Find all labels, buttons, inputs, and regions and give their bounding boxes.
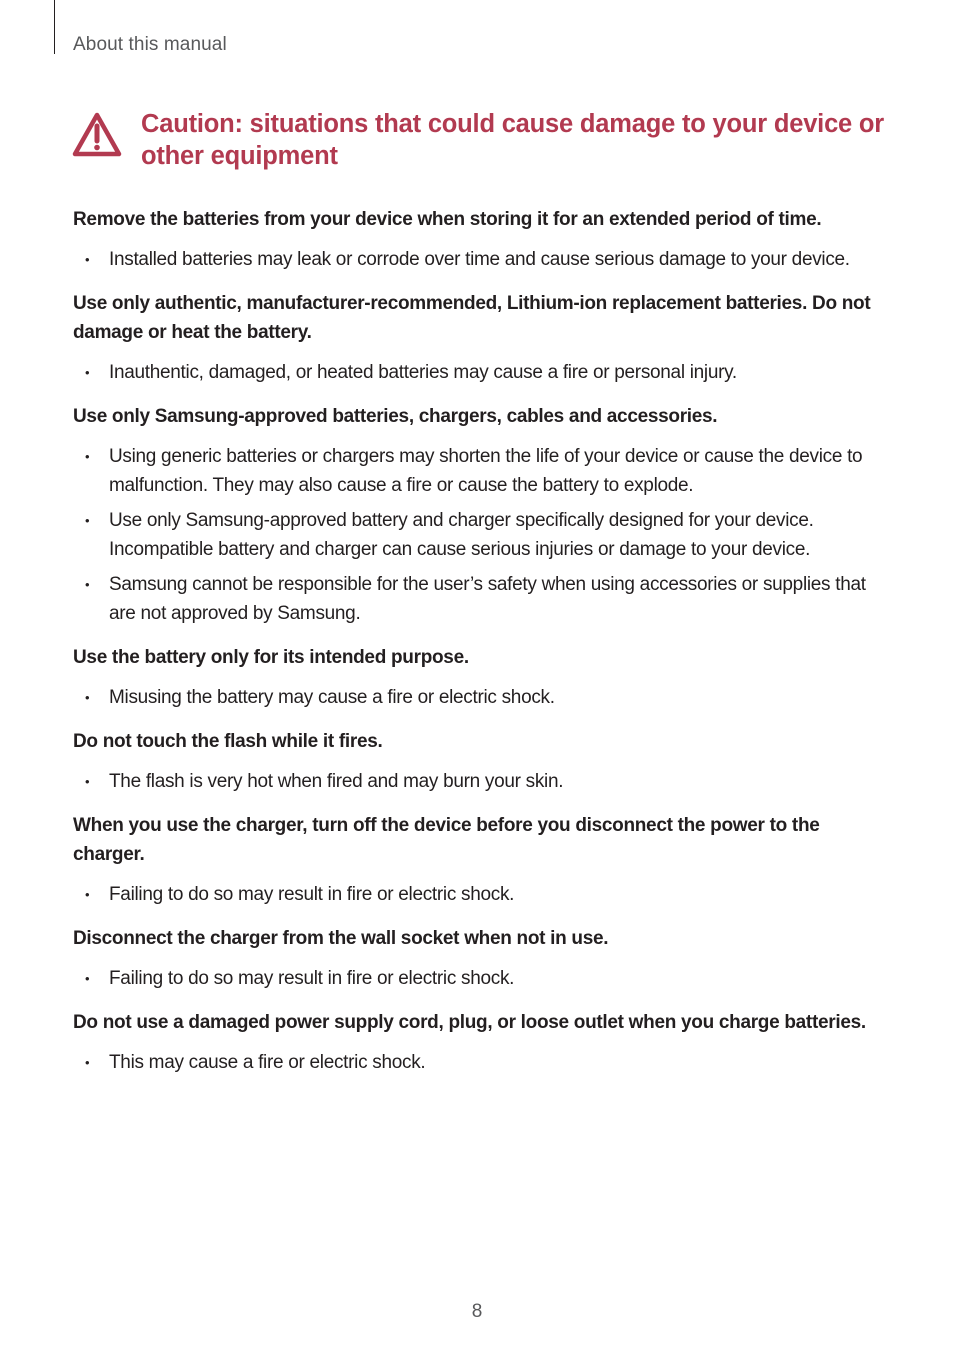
list-item	[73, 245, 873, 274]
bullet-text: This may cause a fire or electric shock.	[109, 1052, 426, 1073]
bullet-text: Inauthentic, damaged, or heated batteries may cause a fire or personal injury.	[109, 362, 737, 383]
bullet-icon: •	[85, 1055, 90, 1070]
section-heading: Remove the batteries from your device when storing it for an extended period of time.	[73, 209, 822, 230]
section-heading: Do not use a damaged power supply cord, plug, or loose outlet when you charge batteries.	[73, 1012, 866, 1033]
bullet-icon: •	[85, 577, 90, 592]
section-authentic-batteries	[73, 289, 873, 387]
bullet-icon: •	[85, 887, 90, 902]
bullet-text: Failing to do so may result in fire or electric shock.	[109, 968, 515, 989]
section-flash	[73, 727, 873, 796]
list-item	[73, 506, 873, 564]
warning-triangle-icon	[72, 112, 122, 158]
safety-content	[73, 205, 873, 1092]
list-item	[73, 683, 873, 712]
bullet-text: The flash is very hot when fired and may burn your skin.	[109, 771, 564, 792]
bullet-list	[73, 442, 873, 628]
bullet-text: Failing to do so may result in fire or electric shock.	[109, 884, 515, 905]
section-heading: Use only authentic, manufacturer-recommended, Lithium-ion replacement batteries. Do not damage or heat the battery.	[73, 293, 871, 343]
bullet-text: Samsung cannot be responsible for the user’s safety when using accessories or supplies that are not approved by Samsung.	[109, 574, 866, 624]
bullet-list	[73, 1048, 873, 1077]
page-header: About this manual	[73, 34, 227, 55]
list-item	[73, 1048, 873, 1077]
section-intended-purpose	[73, 643, 873, 712]
list-item	[73, 442, 873, 500]
section-battery-storage	[73, 205, 873, 274]
bullet-list	[73, 964, 873, 993]
section-disconnect-charger	[73, 924, 873, 993]
section-heading: Do not touch the flash while it fires.	[73, 731, 383, 752]
list-item	[73, 880, 873, 909]
bullet-list	[73, 767, 873, 796]
bullet-icon: •	[85, 513, 90, 528]
bullet-list	[73, 245, 873, 274]
caution-title: Caution: situations that could cause damage to your device or other equipment	[141, 110, 885, 170]
bullet-text: Installed batteries may leak or corrode over time and cause serious damage to your device.	[109, 249, 850, 270]
list-item	[73, 767, 873, 796]
section-approved-accessories	[73, 402, 873, 628]
header-rule	[54, 0, 55, 54]
list-item	[73, 358, 873, 387]
bullet-text: Misusing the battery may cause a fire or electric shock.	[109, 687, 555, 708]
section-heading: When you use the charger, turn off the device before you disconnect the power to the charger.	[73, 815, 820, 865]
bullet-icon: •	[85, 365, 90, 380]
page-number: 8	[471, 1301, 483, 1322]
bullet-text: Use only Samsung-approved battery and charger specifically designed for your device. Incompatible battery and charger can cause serious injuries or damage to your device.	[109, 510, 814, 560]
section-heading: Disconnect the charger from the wall socket when not in use.	[73, 928, 609, 949]
bullet-list	[73, 683, 873, 712]
section-charger-power	[73, 811, 873, 909]
bullet-text: Using generic batteries or chargers may shorten the life of your device or cause the device to malfunction. They may also cause a fire or cause the battery to explode.	[109, 446, 863, 496]
bullet-list	[73, 358, 873, 387]
section-damaged-cord	[73, 1008, 873, 1077]
bullet-icon: •	[85, 774, 90, 789]
bullet-icon: •	[85, 971, 90, 986]
list-item	[73, 964, 873, 993]
list-item	[73, 570, 873, 628]
bullet-list	[73, 880, 873, 909]
bullet-icon: •	[85, 690, 90, 705]
section-heading: Use the battery only for its intended purpose.	[73, 647, 469, 668]
bullet-icon: •	[85, 449, 90, 464]
bullet-icon: •	[85, 252, 90, 267]
section-heading: Use only Samsung-approved batteries, chargers, cables and accessories.	[73, 406, 718, 427]
